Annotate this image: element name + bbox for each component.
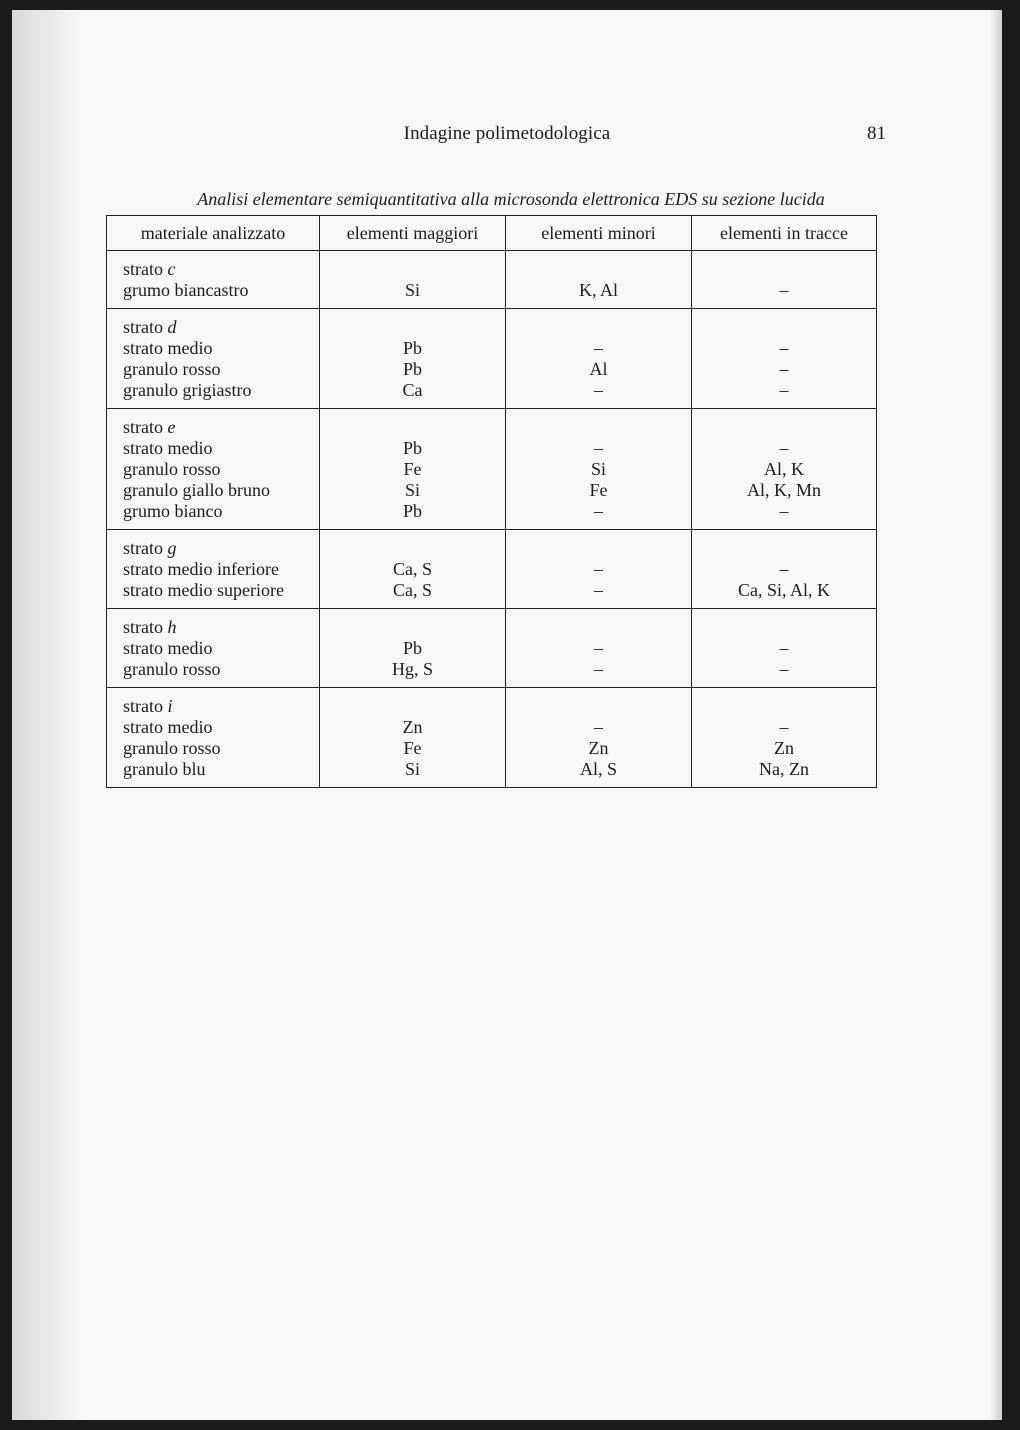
blank-line: [692, 696, 876, 717]
cell-materiale: [107, 688, 320, 788]
strato-label: [123, 317, 319, 338]
element-value: Al, K, Mn: [746, 480, 821, 500]
element-value: –: [779, 638, 789, 658]
blank-line: [320, 417, 505, 438]
element-value: –: [594, 438, 603, 458]
element-value: Ca: [402, 380, 423, 400]
element-value: Ca, Si, Al, K: [737, 580, 830, 600]
sample-name: granulo rosso: [123, 659, 221, 679]
sample-name: granulo blu: [123, 759, 206, 779]
element-value: –: [594, 580, 603, 600]
element-value: Fe: [403, 459, 422, 479]
header-maggiori: elementi maggiori: [320, 216, 506, 251]
cell-elementi-tracce: [692, 688, 877, 788]
sample-name: strato medio inferiore: [123, 559, 279, 579]
element-value: Si: [404, 480, 420, 500]
cell-elementi-minori: [506, 688, 692, 788]
element-value: Al, K: [764, 459, 804, 479]
table-row: [107, 688, 877, 788]
blank-line: [320, 538, 505, 559]
cell-elementi-maggiori: [320, 609, 506, 688]
cell-materiale: [107, 409, 320, 530]
element-value: Pb: [402, 359, 422, 379]
element-value: –: [594, 338, 603, 358]
element-value: Si: [590, 459, 606, 479]
cell-materiale: [107, 609, 320, 688]
element-value: –: [594, 380, 603, 400]
element-value: –: [594, 717, 603, 737]
sample-name: granulo grigiastro: [123, 380, 252, 400]
element-value: Pb: [402, 501, 422, 521]
strato-label: [123, 617, 319, 638]
sample-name: granulo rosso: [123, 738, 221, 758]
header-materiale: materiale analizzato: [107, 216, 320, 251]
element-value: –: [594, 638, 603, 658]
element-value: –: [779, 338, 789, 358]
sample-name: strato medio: [123, 638, 213, 658]
sample-name: grumo bianco: [123, 501, 223, 521]
cell-elementi-maggiori: [320, 309, 506, 409]
element-value: Si: [404, 759, 420, 779]
blank-line: [320, 696, 505, 717]
sample-name: strato medio: [123, 717, 213, 737]
element-value: Ca, S: [392, 559, 432, 579]
table-row: [107, 530, 877, 609]
strato-word: strato: [123, 696, 163, 716]
eds-analysis-table: [106, 215, 877, 788]
element-value: Zn: [588, 738, 609, 758]
cell-elementi-tracce: [692, 609, 877, 688]
sample-name: granulo giallo bruno: [123, 480, 270, 500]
element-value: –: [594, 659, 603, 679]
element-value: Si: [404, 280, 420, 300]
strato-word: strato: [123, 259, 163, 279]
sample-name: strato medio superiore: [123, 580, 284, 600]
element-value: Hg, S: [391, 659, 433, 679]
element-value: –: [779, 280, 789, 300]
table-row: [107, 609, 877, 688]
element-value: Zn: [774, 738, 794, 758]
element-value: –: [594, 501, 603, 521]
element-value: –: [779, 438, 789, 458]
blank-line: [506, 417, 691, 438]
element-value: Pb: [402, 438, 422, 458]
strato-label: [123, 696, 319, 717]
cell-elementi-maggiori: [320, 251, 506, 309]
blank-line: [506, 696, 691, 717]
cell-elementi-maggiori: [320, 530, 506, 609]
blank-line: [692, 538, 876, 559]
table-caption: Analisi elementare semiquantitativa alla microsonda elettronica EDS su sezione lucida: [197, 189, 825, 209]
cell-elementi-maggiori: [320, 409, 506, 530]
strato-letter: e: [167, 417, 176, 437]
sample-name: strato medio: [123, 338, 213, 358]
cell-elementi-tracce: [692, 251, 877, 309]
element-value: –: [779, 659, 789, 679]
strato-letter: c: [167, 259, 176, 279]
strato-letter: h: [167, 617, 177, 637]
strato-letter: i: [167, 696, 173, 716]
blank-line: [506, 259, 691, 280]
blank-line: [506, 317, 691, 338]
strato-word: strato: [123, 617, 163, 637]
header-minori: elementi minori: [506, 216, 692, 251]
blank-line: [506, 538, 691, 559]
page-number: 81: [867, 123, 886, 144]
strato-label: [123, 259, 319, 280]
sample-name: granulo rosso: [123, 459, 221, 479]
element-value: Fe: [403, 738, 422, 758]
sample-name: strato medio: [123, 438, 213, 458]
element-value: Pb: [402, 638, 422, 658]
element-value: –: [594, 559, 603, 579]
blank-line: [692, 317, 876, 338]
element-value: Na, Zn: [759, 759, 809, 779]
element-value: Ca, S: [392, 580, 432, 600]
cell-elementi-minori: [506, 530, 692, 609]
element-value: –: [779, 380, 789, 400]
blank-line: [692, 259, 876, 280]
cell-elementi-tracce: [692, 409, 877, 530]
cell-elementi-minori: [506, 609, 692, 688]
table-body: [107, 251, 877, 788]
table-header-row: [107, 216, 877, 251]
cell-materiale: [107, 530, 320, 609]
strato-word: strato: [123, 538, 163, 558]
blank-line: [320, 317, 505, 338]
sample-name: grumo biancastro: [123, 280, 249, 300]
cell-materiale: [107, 309, 320, 409]
cell-elementi-minori: [506, 309, 692, 409]
cell-elementi-minori: [506, 409, 692, 530]
element-value: Zn: [402, 717, 423, 737]
element-value: Al, S: [579, 759, 617, 779]
strato-letter: g: [167, 538, 177, 558]
element-value: –: [779, 359, 789, 379]
element-value: –: [779, 501, 789, 521]
sample-name: granulo rosso: [123, 359, 221, 379]
strato-label: [123, 417, 319, 438]
element-value: K, Al: [578, 280, 618, 300]
element-value: –: [779, 559, 789, 579]
table-row: [107, 409, 877, 530]
blank-line: [692, 617, 876, 638]
element-value: Pb: [402, 338, 422, 358]
blank-line: [692, 417, 876, 438]
strato-letter: d: [167, 317, 177, 337]
element-value: Fe: [589, 480, 608, 500]
blank-line: [506, 617, 691, 638]
strato-label: [123, 538, 319, 559]
blank-line: [320, 259, 505, 280]
strato-word: strato: [123, 317, 163, 337]
cell-elementi-tracce: [692, 530, 877, 609]
header-tracce: elementi in tracce: [692, 216, 877, 251]
table-row: [107, 251, 877, 309]
element-value: Al: [589, 359, 608, 379]
blank-line: [320, 617, 505, 638]
element-value: –: [779, 717, 789, 737]
cell-elementi-tracce: [692, 309, 877, 409]
cell-elementi-minori: [506, 251, 692, 309]
cell-elementi-maggiori: [320, 688, 506, 788]
table-row: [107, 309, 877, 409]
cell-materiale: [107, 251, 320, 309]
running-head: Indagine polimetodologica: [403, 123, 611, 144]
strato-word: strato: [123, 417, 163, 437]
